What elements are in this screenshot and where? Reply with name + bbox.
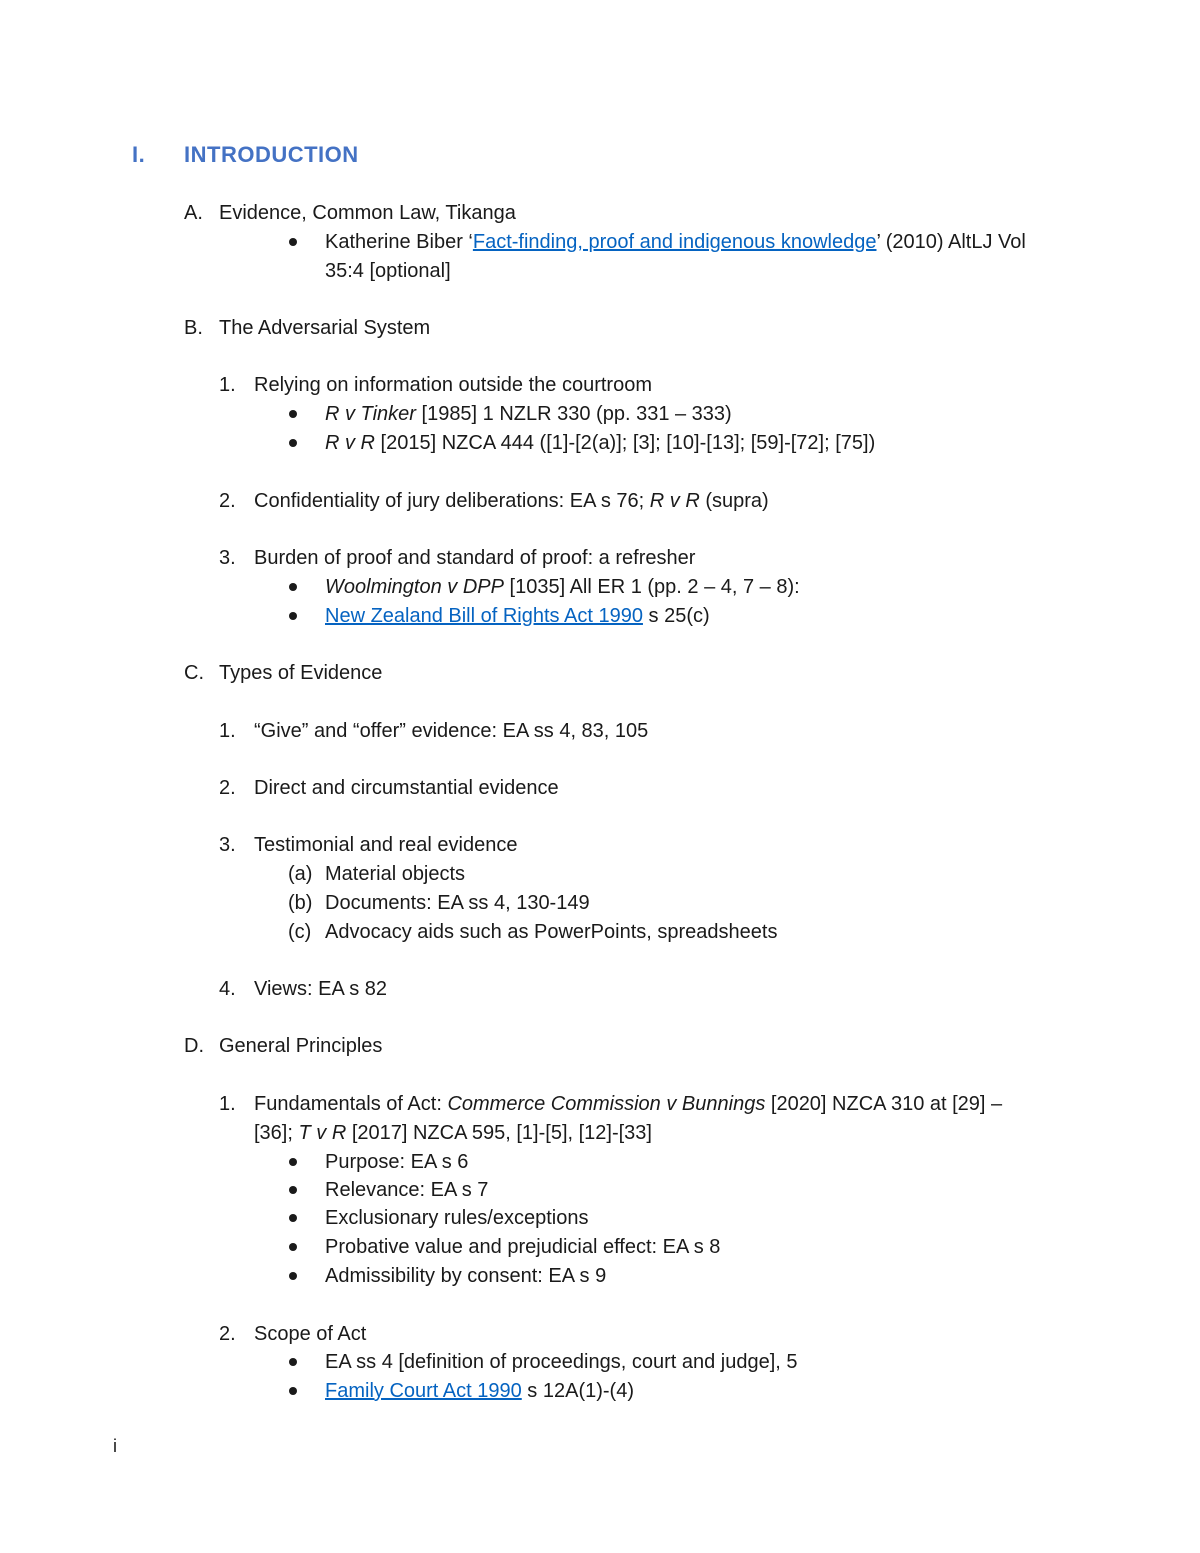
citation-woolmington [325, 573, 800, 601]
case-name: Woolmington v DPP [325, 576, 504, 598]
citation-biber-cont: 35:4 [optional] [325, 260, 451, 282]
bullet-icon [289, 1358, 297, 1366]
bullet-icon [289, 238, 297, 246]
item-text: Relying on information outside the courtroom [254, 374, 652, 396]
scope-item: EA ss 4 [definition of proceedings, court and judge], 5 [325, 1351, 798, 1373]
text: s 25(c) [642, 605, 710, 627]
case-name: R v R [649, 490, 700, 512]
heading-b-letter: B. [184, 317, 203, 339]
bullet-icon [289, 1243, 297, 1251]
bullet-icon [289, 1387, 297, 1395]
heading-c-title: Types of Evidence [219, 662, 383, 684]
item-text: Scope of Act [254, 1323, 367, 1345]
page-number: i [113, 1436, 117, 1456]
case-name: T v R [298, 1122, 347, 1144]
text: [1035] All ER 1 (pp. 2 – 4, 7 – 8): [503, 576, 800, 598]
item-text: Burden of proof and standard of proof: a refresher [254, 547, 696, 569]
sub-item-text: Advocacy aids such as PowerPoints, spreadsheets [325, 921, 778, 943]
citation-r-v-r [325, 429, 875, 457]
bullet-icon [289, 439, 297, 447]
bullet-icon [289, 1214, 297, 1222]
heading-c-letter: C. [184, 662, 204, 684]
item-number: 1. [219, 1093, 236, 1115]
section-numeral: I. [132, 142, 146, 167]
bullet-icon [289, 583, 297, 591]
item-number: 2. [219, 777, 236, 799]
bullet-icon [289, 1158, 297, 1166]
item-text: Direct and circumstantial evidence [254, 777, 559, 799]
principle-item: Relevance: EA s 7 [325, 1179, 489, 1201]
sub-item-mark: (a) [288, 863, 313, 885]
text: [36]; [254, 1122, 299, 1144]
text: [2015] NZCA 444 ([1]-[2(a)]; [3]; [10]-[13]; [59]-[72]; [75]) [375, 432, 876, 454]
case-name: R v Tinker [325, 403, 416, 425]
item-number: 1. [219, 374, 236, 396]
principle-item: Probative value and prejudicial effect: EA s 8 [325, 1236, 721, 1258]
item-text [254, 1090, 1002, 1118]
case-name: Commerce Commission v Bunnings [447, 1093, 766, 1115]
principle-item: Exclusionary rules/exceptions [325, 1207, 589, 1229]
principle-item: Purpose: EA s 6 [325, 1151, 469, 1173]
citation-family-court [325, 1377, 634, 1405]
item-number: 3. [219, 834, 236, 856]
sub-item-text: Material objects [325, 863, 466, 885]
link-fact-finding[interactable]: Fact-finding, proof and indigenous knowledge [472, 231, 877, 253]
sub-item-text: Documents: EA ss 4, 130-149 [325, 892, 590, 914]
case-name: R v R [325, 432, 375, 454]
text: ’ (2010) AltLJ Vol [876, 231, 1026, 253]
item-text: Testimonial and real evidence [254, 834, 518, 856]
text: [2017] NZCA 595, [1]-[5], [12]-[33] [346, 1122, 652, 1144]
bullet-icon [289, 410, 297, 418]
item-text: Views: EA s 82 [254, 978, 388, 1000]
item-number: 1. [219, 720, 236, 742]
citation-biber [325, 228, 1026, 256]
link-family-court-act[interactable]: Family Court Act 1990 [325, 1380, 522, 1402]
text: (supra) [699, 490, 769, 512]
citation-tinker [325, 400, 732, 428]
sub-item-mark: (b) [288, 892, 313, 914]
text: Katherine Biber ‘ [325, 231, 473, 253]
item-text-cont [254, 1119, 652, 1147]
bullet-icon [289, 1186, 297, 1194]
item-number: 4. [219, 978, 236, 1000]
link-nzbora[interactable]: New Zealand Bill of Rights Act 1990 [325, 605, 643, 627]
item-text: “Give” and “offer” evidence: EA ss 4, 83, 105 [254, 720, 649, 742]
item-number: 3. [219, 547, 236, 569]
principle-item: Admissibility by consent: EA s 9 [325, 1265, 607, 1287]
heading-d-letter: D. [184, 1035, 204, 1057]
bullet-icon [289, 1272, 297, 1280]
text: Fundamentals of Act: [254, 1093, 448, 1115]
item-text [254, 487, 769, 515]
heading-a-letter: A. [184, 202, 203, 224]
item-number: 2. [219, 490, 236, 512]
citation-nzbora [325, 602, 710, 630]
text: [2020] NZCA 310 at [29] – [765, 1093, 1003, 1115]
text: Confidentiality of jury deliberations: EA s 76; [254, 490, 650, 512]
heading-d-title: General Principles [219, 1035, 383, 1057]
sub-item-mark: (c) [288, 921, 312, 943]
heading-b-title: The Adversarial System [219, 317, 431, 339]
text: s 12A(1)-(4) [521, 1380, 634, 1402]
section-title: INTRODUCTION [184, 142, 359, 167]
bullet-icon [289, 612, 297, 620]
heading-a-title: Evidence, Common Law, Tikanga [219, 202, 516, 224]
item-number: 2. [219, 1323, 236, 1345]
text: [1985] 1 NZLR 330 (pp. 331 – 333) [415, 403, 732, 425]
